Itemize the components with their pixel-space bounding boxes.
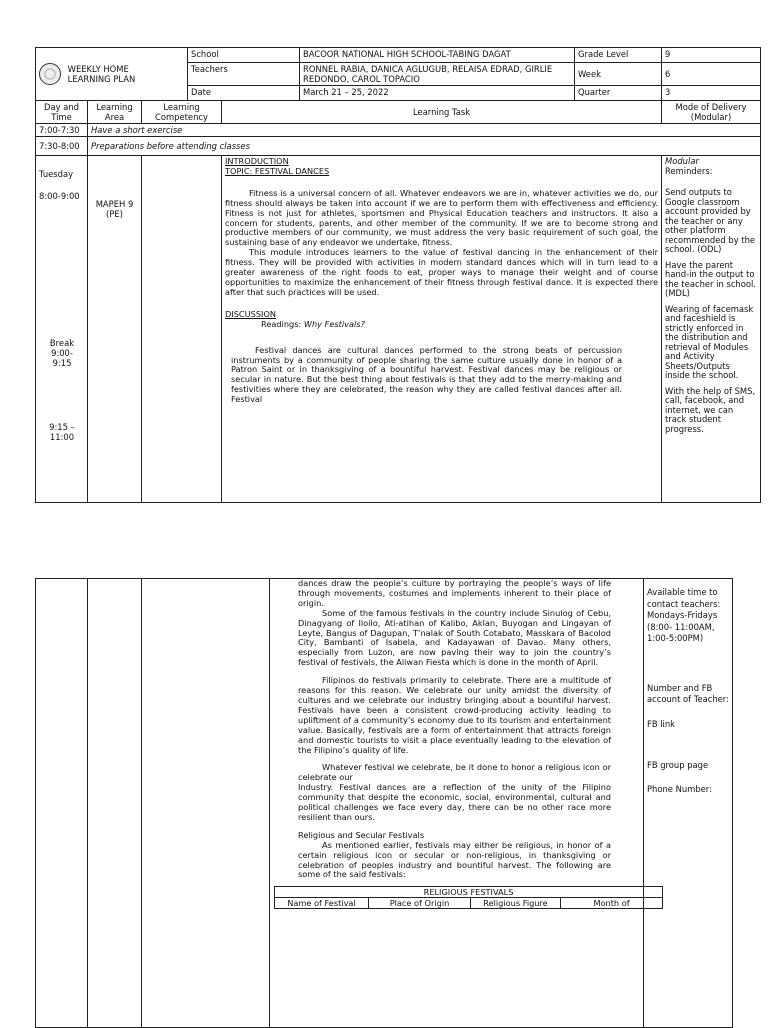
mode-cell-continued [644, 579, 733, 1028]
teacher-number-label: Number and FB account of Teacher: [647, 682, 729, 704]
break-label: Break [49, 338, 75, 348]
competency-cell [142, 156, 222, 503]
plan-table-continued [35, 578, 733, 1028]
break-time-2: 9:15 [52, 358, 72, 368]
page-2 [0, 578, 768, 1024]
reading-paragraph-4: Filipinos do festivals primarily to celebrate. There are a multitude of reasons for this reason. We celebrate our unity amidst the diversity of cultures and we celebrate our industry bringing about a bountiful harvest. Festivals have been a consistent crowd-producing activity leading to upliftment of a community’s economy due to its tourism and entertainment value. Basically, festivals are a form of entertainment that attracts foreign and domestic tourists to visit a place eventually leading to the elevation of the Filipino’s quality of life. [298, 675, 611, 755]
quarter-label: Quarter [575, 86, 662, 101]
school-value: BACOOR NATIONAL HIGH SCHOOL-TABING DAGAT [300, 48, 575, 63]
time2-line1: 9:15 – [49, 422, 75, 432]
learning-area-cell [88, 156, 142, 503]
learning-task-cell-continued [270, 579, 644, 1028]
contact-time-value: Mondays-Fridays (8:00- 11:00AM, 1:00-5:00PM) [647, 610, 718, 643]
fb-group-label: FB group page [647, 760, 709, 770]
contact-time-label: Available time to contact teachers: [647, 587, 721, 609]
plan-title-line2: LEARNING PLAN [67, 74, 136, 84]
plan-title [68, 64, 136, 84]
phone-number-label: Phone Number: [647, 783, 712, 794]
readings-title: Why Festivals? [303, 318, 365, 329]
rel-col-month: Month of [561, 898, 663, 909]
col-learning-area: Learning Area [88, 101, 142, 124]
deped-seal-icon [39, 63, 61, 85]
intro-paragraph-2: This module introduces learners to the value of festival dancing in the enhancement of their fitness. They will be provided with activities in modern standard dances which will in turn lead to a greater awareness of the right foods to eat, proper ways to manage their weight and of course opportunities to maximize the enhancement of their fitness through festival dance. It is expected there after that such practices will be used. [225, 247, 659, 297]
reading-paragraph-5a: Whatever festival we celebrate, be it done to honor a religious icon or celebrate our [298, 762, 611, 783]
row-activity: Have a short exercise [88, 124, 761, 137]
row-time: 7:30-8:00 [36, 137, 88, 156]
readings-line [225, 320, 658, 330]
mode-reminder-odl: Send outputs to Google classroom account provided by the teacher or any other platform recommended by the school. (ODL) [665, 187, 756, 254]
page-1 [0, 45, 768, 515]
rel-col-place: Place of Origin [369, 898, 471, 909]
religious-festivals-title: RELIGIOUS FESTIVALS [275, 887, 663, 898]
rel-col-figure: Religious Figure [471, 898, 561, 909]
rel-col-name: Name of Festival [275, 898, 369, 909]
mode-modular: Modular [665, 156, 699, 166]
schedule-day: Tuesday [39, 169, 74, 179]
reading-paragraph-2: dances draw the people’s culture by portraying the people’s ways of life through movements, costumes and implements inherent to their place of origin. [298, 578, 611, 608]
mode-cell [662, 156, 761, 503]
col-competency: Learning Competency [142, 101, 222, 124]
col-learning-task: Learning Task [222, 101, 662, 124]
quarter-value: 3 [662, 86, 761, 101]
teachers-value: RONNEL RABIA, DANICA AGLUGUB, RELAISA EDRAD, GIRLIE REDONDO, CAROL TOPACIO [300, 63, 575, 86]
plan-title-line1: WEEKLY HOME [67, 64, 129, 74]
discussion-heading: DISCUSSION [225, 308, 277, 319]
break-block [36, 338, 88, 368]
learning-task-cell [222, 156, 662, 503]
fb-link-label: FB link [647, 718, 676, 729]
grade-value: 9 [662, 48, 761, 63]
intro-heading: INTRODUCTION [225, 156, 289, 166]
time2-line2: 11:00 [49, 432, 75, 442]
week-value: 6 [662, 63, 761, 86]
learning-area-cell-continued [88, 579, 142, 1028]
religious-festivals-table [274, 886, 663, 909]
mode-reminders: Reminders: [665, 165, 713, 176]
teachers-label: Teachers [188, 63, 300, 86]
mode-reminder-tracking: With the help of SMS, call, facebook, and internet, we can track student progress. [665, 385, 756, 434]
reading-paragraph-5b: Industry. Festival dances are a reflection of the unity of the Filipino community that despite the economic, social, environmental, cultural and political challenges we face every day, there can be no other race more resilient than ours. [298, 782, 611, 822]
learning-area-value: MAPEH 9 (PE) [95, 199, 134, 219]
competency-cell-continued [142, 579, 270, 1028]
schedule-cell [36, 156, 88, 503]
school-label: School [188, 48, 300, 63]
schedule-time-1: 8:00-9:00 [39, 191, 80, 201]
plan-table [35, 47, 761, 503]
row-activity: Preparations before attending classes [88, 137, 761, 156]
week-label: Week [575, 63, 662, 86]
mode-reminder-facemask: Wearing of facemask and faceshield is strictly enforced in the distribution and retrieval of Modules and Activity Sheets/Outputs inside the school. [665, 303, 754, 380]
col-mode: Mode of Delivery (Modular) [662, 101, 761, 124]
readings-label: Readings: [261, 318, 304, 329]
date-value: March 21 – 25, 2022 [300, 86, 575, 101]
intro-paragraph-1: Fitness is a universal concern of all. Whatever endeavors we are in, whatever activities we do, our fitness should always be taken into account if we are to perform them with effectiveness and efficiency. Fitness is not just for athletes, sportsmen and Physical Education teachers and instructors. It also a concern for students, parents, and other member of the community. If we are to become strong and productive members of our community, we must address the very basic requirement of such goal, the sustaining base of any endeavor we undertake, fitness. [225, 187, 659, 248]
row-time: 7:00-7:30 [36, 124, 88, 137]
date-label: Date [188, 86, 300, 101]
reading-paragraph-6: As mentioned earlier, festivals may either be religious, in honor of a certain religious icon or secular or non-religious, in thanksgiving or celebration of peoples industry and bountiful harvest. The following are some of the said festivals: [298, 839, 611, 880]
reading-paragraph-1: Festival dances are cultural dances performed to the strong beats of percussion instruments by a community of people sharing the same culture usually done in honor of a Patron Saint or in thanksgiving of a bountiful harvest. Festival dances may be religious or secular in nature. But the best thing about festivals is that they add to the merry-making and festivities where they are celebrated, the reason why they are called festival dances after all. Festival [231, 344, 623, 405]
schedule-time-2 [36, 422, 88, 442]
topic-heading: TOPIC: FESTIVAL DANCES [225, 165, 330, 176]
religious-secular-heading: Religious and Secular Festivals [298, 829, 425, 840]
mode-reminder-mdl: Have the parent hand-in the output to the teacher in school. (MDL) [665, 259, 756, 298]
grade-label: Grade Level [575, 48, 662, 63]
schedule-cell-continued [36, 579, 88, 1028]
plan-title-cell [36, 48, 188, 101]
col-day-time: Day and Time [36, 101, 88, 124]
break-time-1: 9:00- [51, 348, 73, 358]
reading-paragraph-3: Some of the famous festivals in the country include Sinulog of Cebu, Dinagyang of Iloilo, Ati-atihan of Kalibo, Aklan, Buyogan and Lingayan of Leyte, Bangus of Dagupan, T’nalak of South Cotabato, Masskara of Bacolod City, Bambanti of Isabela, and Kadayawan of Davao. Many others, especially from Luzon, are now paving their way to join the country’s festival of festivals, the Aliwan Fiesta which is done in the month of April. [298, 607, 611, 668]
